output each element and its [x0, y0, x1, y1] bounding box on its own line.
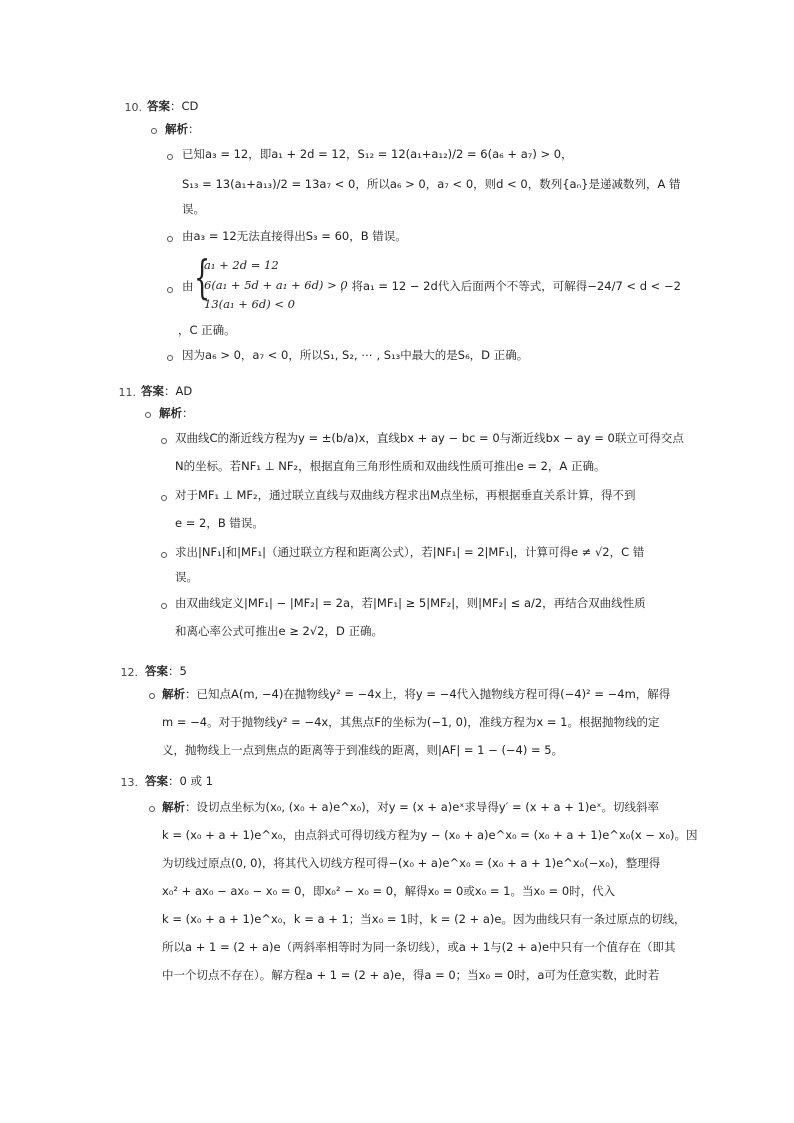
answer-line: 答案：5: [145, 664, 187, 678]
answer-label: 答案: [141, 384, 164, 398]
answer-value: 0 或 1: [179, 774, 213, 788]
question-number: 13.: [120, 776, 138, 789]
analysis-text: ，C 正确。: [178, 323, 236, 337]
answer-line: 答案：0 或 1: [145, 774, 213, 788]
analysis-text: 义，抛物线上一点到焦点的距离等于到准线的距离，则|AF| = 1 − (−4) = 5。: [162, 743, 564, 757]
analysis-text: 已知a₃ = 12，即a₁ + 2d = 12，S₁₂ = 12(a₁+a₁₂)/2 = 6(a₆ + a₇) > 0，: [182, 147, 573, 161]
bullet-icon: [167, 355, 173, 361]
analysis-text: 求出|NF₁|和|MF₁|（通过联立方程和距离公式），若|NF₁| = 2|MF₁|，计算可得e ≠ √2，C 错: [175, 545, 645, 559]
question-number: 12.: [120, 666, 138, 679]
bullet-icon: [161, 603, 167, 609]
bullet-icon: [167, 154, 173, 160]
bullet-icon: [161, 438, 167, 444]
bullet-icon: [149, 693, 155, 699]
analysis-text: N的坐标。若NF₁ ⊥ NF₂，根据直角三角形性质和双曲线性质可推出e = 2，A 正确。: [175, 459, 606, 473]
analysis-label-line: 解析：: [159, 406, 194, 420]
analysis-text: 为切线过原点(0, 0)，将其代入切线方程可得−(x₀ + a)e^x₀ = (x₀ + a + 1)e^x₀(−x₀)，整理得: [162, 856, 661, 870]
analysis-text: 由: [182, 279, 194, 293]
bullet-icon: [149, 806, 155, 812]
analysis-text: k = (x₀ + a + 1)e^x₀，由点斜式可得切线方程为y − (x₀ + a)e^x₀ = (x₀ + a + 1)e^x₀(x − x₀)。因: [162, 828, 698, 842]
answer-value: 5: [179, 664, 187, 678]
analysis-text: 误。: [175, 570, 198, 584]
bullet-icon: [167, 236, 173, 242]
system-equation: a₁ + 2d = 12: [204, 258, 279, 272]
answer-value: AD: [175, 384, 193, 398]
question-number: 11.: [118, 386, 136, 399]
analysis-text: 解析：已知点A(m, −4)在抛物线y² = −4x上，将y = −4代入抛物线方程可得(−4)² = −4m，解得: [162, 687, 671, 701]
bullet-icon: [161, 495, 167, 501]
analysis-text: 双曲线C的渐近线方程为y = ±(b/a)x，直线bx + ay − bc = 0与渐近线bx − ay = 0联立可得交点: [175, 431, 684, 445]
system-equation: 13(a₁ + 6d) < 0: [204, 297, 295, 311]
analysis-label-line: 解析：: [165, 122, 200, 136]
analysis-text: 解析：设切点坐标为(x₀, (x₀ + a)e^x₀)，对y = (x + a)eˣ求导得y′ = (x + a + 1)eˣ。切线斜率: [162, 800, 659, 814]
analysis-text: k = (x₀ + a + 1)e^x₀，k = a + 1；当x₀ = 1时，k = (2 + a)e。因为曲线只有一条过原点的切线，: [162, 912, 686, 926]
answer-value: CD: [181, 99, 199, 113]
answer-line: 答案：CD: [147, 99, 199, 113]
analysis-text: 由a₃ = 12无法直接得出S₃ = 60，B 错误。: [182, 229, 407, 243]
question-number: 10.: [124, 101, 142, 114]
system-equation: 6(a₁ + 5d + a₁ + 6d) > 0: [204, 278, 348, 292]
analysis-text: 因为a₆ > 0，a₇ < 0，所以S₁, S₂, ⋯ , S₁₃中最大的是S₆，D 正确。: [182, 348, 529, 362]
answer-label: 答案: [145, 664, 168, 678]
analysis-text: ，将a₁ = 12 − 2d代入后面两个不等式，可解得−24/7 < d < −2: [340, 279, 681, 293]
answer-line: 答案：AD: [141, 384, 193, 398]
bullet-icon: [167, 287, 173, 293]
analysis-text: 由双曲线定义|MF₁| − |MF₂| = 2a，若|MF₁| ≥ 5|MF₂|，则|MF₂| ≤ a/2，再结合双曲线性质: [175, 596, 646, 610]
brace-icon: {: [194, 250, 211, 304]
analysis-text: S₁₃ = 13(a₁+a₁₃)/2 = 13a₇ < 0，所以a₆ > 0，a₇ < 0，则d < 0，数列{aₙ}是递减数列，A 错: [182, 177, 681, 191]
analysis-text: 误。: [182, 202, 205, 216]
analysis-text: m = −4。对于抛物线y² = −4x，其焦点F的坐标为(−1, 0)，准线方程为x = 1。根据抛物线的定: [162, 715, 660, 729]
analysis-text: 中一个切点不存在）。解方程a + 1 = (2 + a)e，得a = 0；当x₀ = 0时，a可为任意实数，此时若: [162, 968, 660, 982]
analysis-text: x₀² + ax₀ − ax₀ − x₀ = 0，即x₀² − x₀ = 0，解得x₀ = 0或x₀ = 1。当x₀ = 0时，代入: [162, 884, 616, 898]
answer-label: 答案: [145, 774, 168, 788]
analysis-text: e = 2，B 错误。: [175, 516, 264, 530]
answer-label: 答案: [147, 99, 170, 113]
bullet-icon: [161, 552, 167, 558]
analysis-text: 所以a + 1 = (2 + a)e（两斜率相等时为同一条切线），或a + 1与(2 + a)e中只有一个值存在（即其: [162, 940, 676, 954]
bullet-icon: [151, 128, 157, 134]
analysis-text: 对于MF₁ ⊥ MF₂，通过联立直线与双曲线方程求出M点坐标，再根据垂直关系计算，得不到: [175, 488, 636, 502]
analysis-text: 和离心率公式可推出e ≥ 2√2，D 正确。: [175, 624, 383, 638]
bullet-icon: [145, 412, 151, 418]
